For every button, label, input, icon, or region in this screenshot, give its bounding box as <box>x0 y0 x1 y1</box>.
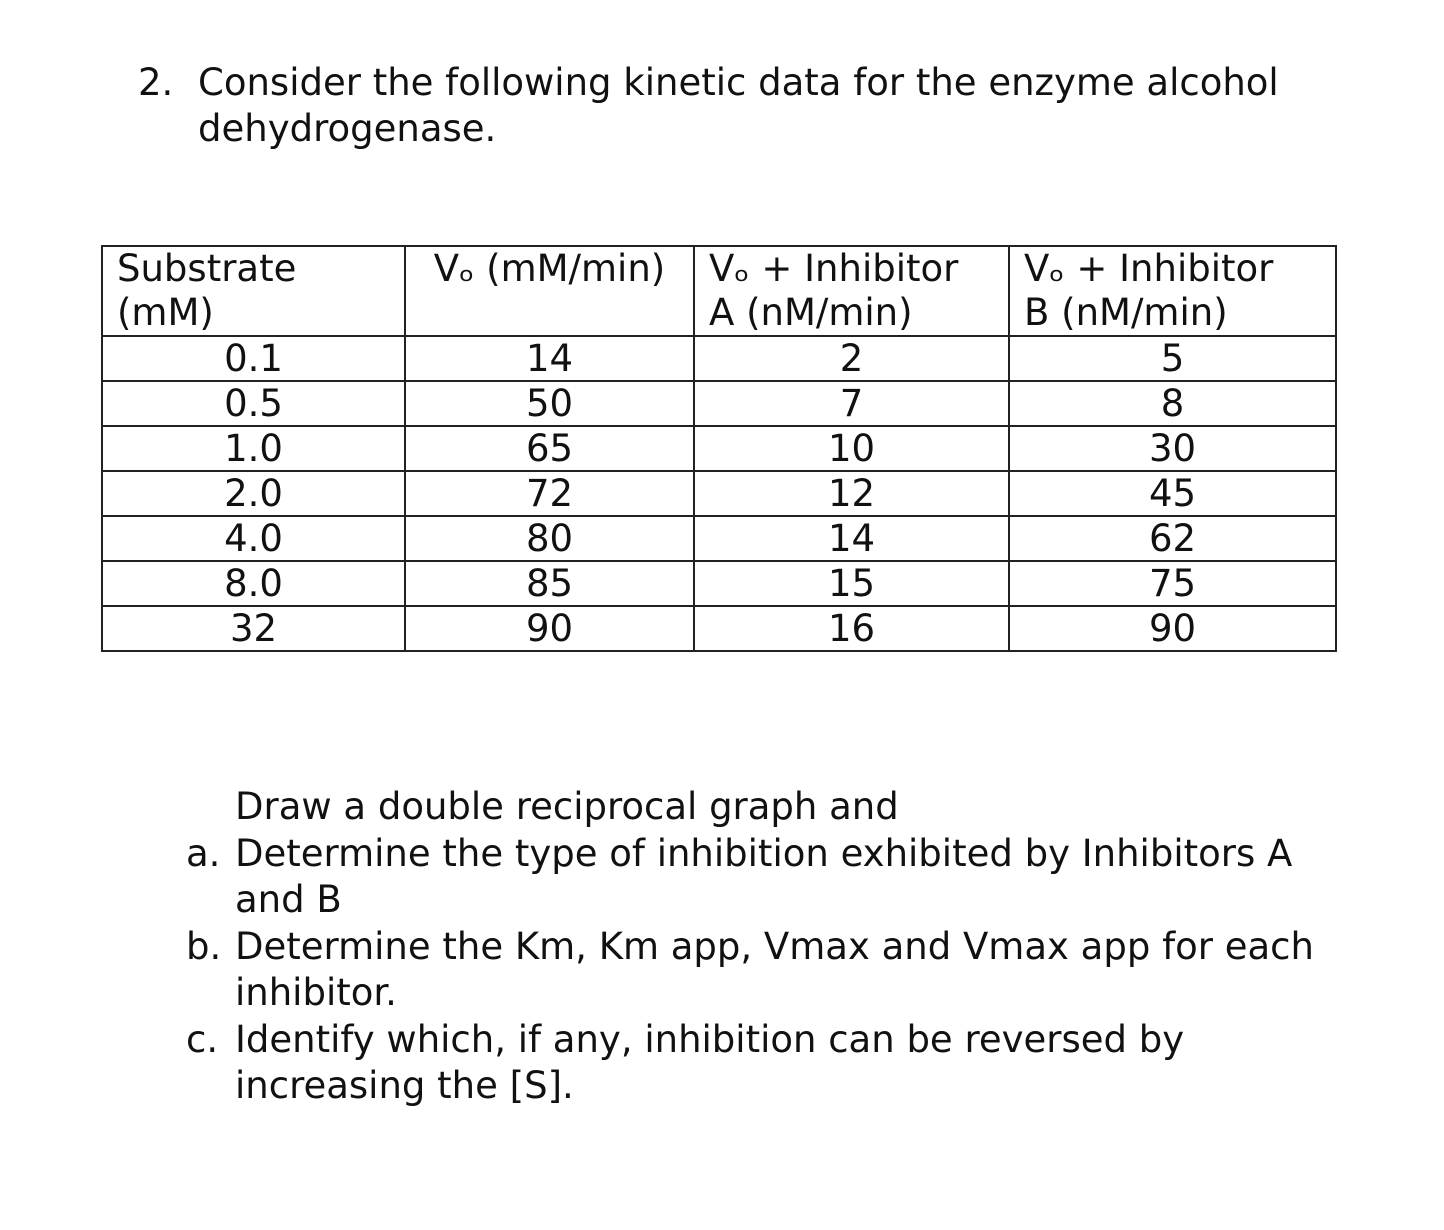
header-inhibitor-a-line-1: Vₒ + Inhibitor <box>709 247 959 290</box>
cell-substrate: 2.0 <box>102 471 405 516</box>
table-row <box>102 471 1336 516</box>
header-substrate-line-1: Substrate <box>117 247 297 290</box>
cell-inhibitor-a: 12 <box>694 471 1009 516</box>
header-inhibitor-b-line-2: B (nM/min) <box>1024 291 1228 334</box>
kinetic-data-table <box>101 245 1337 652</box>
cell-inhibitor-a: 7 <box>694 381 1009 426</box>
cell-inhibitor-b: 5 <box>1009 336 1336 381</box>
header-vo-label: Vₒ (mM/min) <box>433 247 666 290</box>
cell-vo: 90 <box>405 606 694 651</box>
instructions-intro: Draw a double reciprocal graph and <box>235 785 899 828</box>
header-inhibitor-b <box>1009 246 1336 336</box>
header-inhibitor-b-line-1: Vₒ + Inhibitor <box>1024 247 1274 290</box>
header-vo <box>405 246 694 336</box>
cell-vo: 80 <box>405 516 694 561</box>
instruction-letter: c. <box>186 1018 219 1061</box>
question-text-line-2: dehydrogenase. <box>198 107 497 150</box>
cell-substrate: 1.0 <box>102 426 405 471</box>
header-substrate <box>102 246 405 336</box>
instruction-text-line-2: and B <box>235 878 342 921</box>
instruction-text <box>235 1017 1335 1109</box>
cell-substrate: 0.1 <box>102 336 405 381</box>
instruction-item-b <box>186 924 1386 1016</box>
instruction-text-line-1: Determine the type of inhibition exhibited by Inhibitors A <box>235 832 1293 875</box>
cell-inhibitor-a: 10 <box>694 426 1009 471</box>
cell-vo: 85 <box>405 561 694 606</box>
instruction-item-a <box>186 831 1386 923</box>
question-text-line-1: Consider the following kinetic data for the enzyme alcohol <box>198 61 1279 104</box>
header-substrate-line-2: (mM) <box>117 291 214 334</box>
instruction-text-line-1: Identify which, if any, inhibition can be reversed by <box>235 1018 1185 1061</box>
cell-substrate: 8.0 <box>102 561 405 606</box>
table-row <box>102 336 1336 381</box>
cell-vo: 14 <box>405 336 694 381</box>
instruction-text-line-2: inhibitor. <box>235 971 397 1014</box>
cell-inhibitor-a: 15 <box>694 561 1009 606</box>
cell-inhibitor-a: 14 <box>694 516 1009 561</box>
cell-vo: 72 <box>405 471 694 516</box>
cell-vo: 65 <box>405 426 694 471</box>
table-header-row <box>102 246 1336 336</box>
cell-inhibitor-b: 90 <box>1009 606 1336 651</box>
cell-inhibitor-a: 16 <box>694 606 1009 651</box>
instruction-text-line-1: Determine the Km, Km app, Vmax and Vmax app for each <box>235 925 1314 968</box>
instruction-text-line-2: increasing the [S]. <box>235 1064 574 1107</box>
cell-vo: 50 <box>405 381 694 426</box>
question-number: 2. <box>138 61 174 104</box>
table-row <box>102 561 1336 606</box>
table-row <box>102 426 1336 471</box>
cell-substrate: 0.5 <box>102 381 405 426</box>
instruction-text <box>235 831 1335 923</box>
table-row <box>102 606 1336 651</box>
cell-inhibitor-a: 2 <box>694 336 1009 381</box>
cell-inhibitor-b: 62 <box>1009 516 1336 561</box>
question-block <box>138 60 1338 152</box>
instruction-letter: a. <box>186 832 221 875</box>
table-row <box>102 516 1336 561</box>
cell-inhibitor-b: 45 <box>1009 471 1336 516</box>
question-text <box>198 60 1298 152</box>
header-inhibitor-a-line-2: A (nM/min) <box>709 291 913 334</box>
cell-substrate: 32 <box>102 606 405 651</box>
cell-substrate: 4.0 <box>102 516 405 561</box>
table-row <box>102 381 1336 426</box>
header-inhibitor-a <box>694 246 1009 336</box>
instruction-item-c <box>186 1017 1386 1109</box>
instruction-letter: b. <box>186 925 222 968</box>
instruction-text <box>235 924 1335 1016</box>
cell-inhibitor-b: 75 <box>1009 561 1336 606</box>
instructions-block <box>186 784 1386 1109</box>
cell-inhibitor-b: 30 <box>1009 426 1336 471</box>
cell-inhibitor-b: 8 <box>1009 381 1336 426</box>
